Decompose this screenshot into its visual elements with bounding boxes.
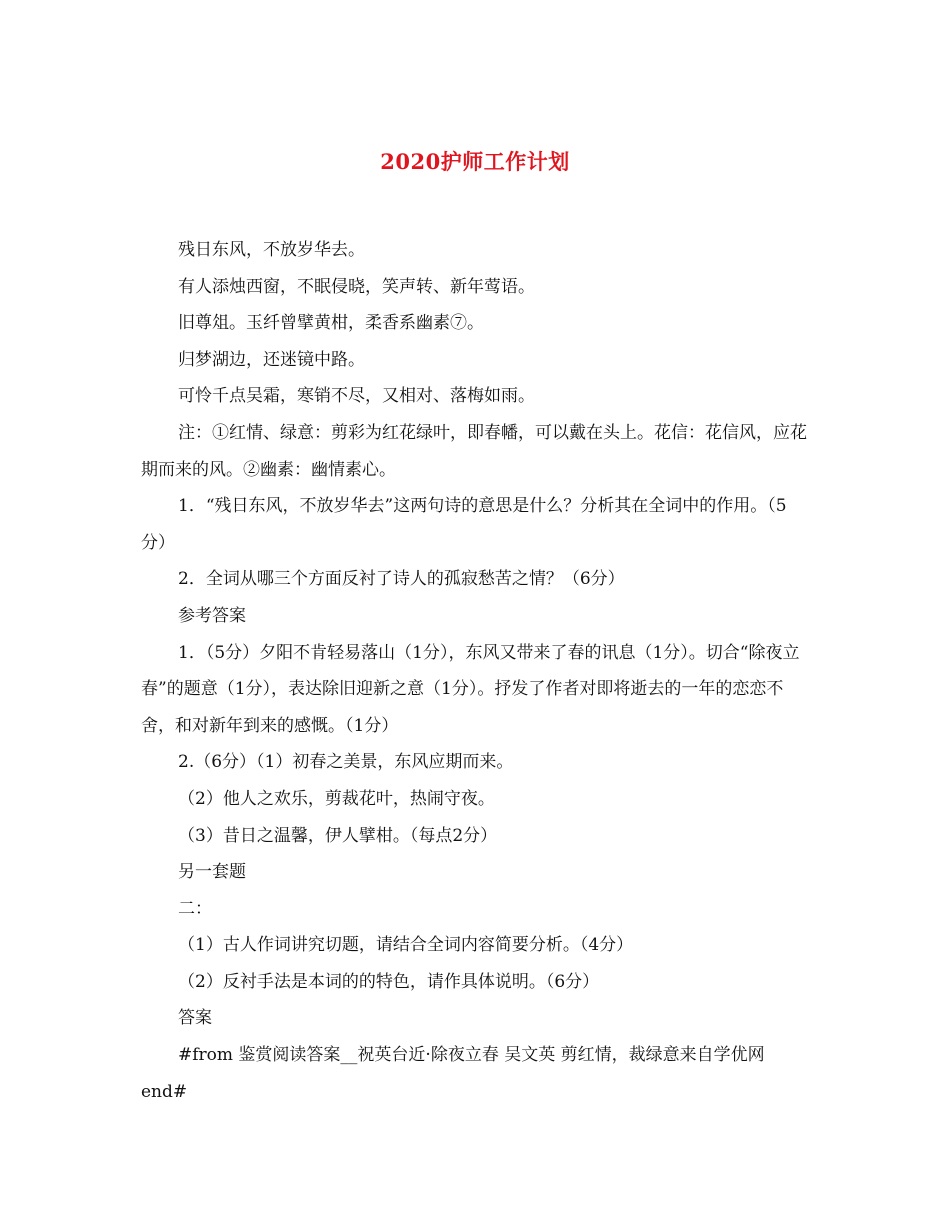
answer-2-point: （2）他人之欢乐，剪裁花叶，热闹守夜。 — [178, 788, 495, 809]
section-heading: 另一套题 — [178, 862, 246, 883]
paragraph: 可怜千点吴霜，寒销不尽，又相对、落梅如雨。 — [178, 386, 535, 407]
answer-2: 2.（6分）（1）初春之美景，东风应期而来。 — [178, 752, 514, 773]
paragraph: 旧尊俎。玉纤曾擘黄柑，柔香系幽素⑦。 — [178, 313, 484, 334]
annotation-note: 注：①红情、绿意：剪彩为红花绿叶，即春幡，可以戴在头上。花信：花信风，应花期而来的风。②幽素：幽情素心。 — [141, 422, 807, 480]
document-title: 2020护师工作计划 — [380, 149, 570, 174]
section-heading: 参考答案 — [178, 605, 246, 626]
document-body — [141, 232, 809, 1110]
question-2: 2．全词从哪三个方面反衬了诗人的孤寂愁苦之情？（6分） — [178, 569, 625, 590]
paragraph: 残日东风，不放岁华去。 — [178, 240, 365, 260]
question: （2）反衬手法是本词的的特色，请作具体说明。（6分） — [178, 971, 600, 992]
source-note: #from 鉴赏阅读答案__祝英台近·除夜立春 吴文英 剪红情，裁绿意来自学优网 end# — [141, 1045, 765, 1102]
section-heading: 答案 — [178, 1008, 212, 1029]
section-heading: 二： — [178, 898, 212, 919]
answer-2-point: （3）昔日之温馨，伊人擘柑。（每点2分） — [178, 825, 498, 846]
paragraph: 有人添烛西窗，不眠侵晓，笑声转、新年莺语。 — [178, 276, 535, 297]
question-1: 1．“残日东风，不放岁华去”这两句诗的意思是什么？分析其在全词中的作用。（5分） — [141, 496, 787, 553]
paragraph: 归梦湖边，还迷镜中路。 — [178, 349, 365, 370]
answer-1: 1．（5分）夕阳不肯轻易落山（1分），东风又带来了春的讯息（1分）。切合“除夜立春”的题意（1分），表达除旧迎新之意（1分）。抒发了作者对即将逝去的一年的恋恋不舍，和对新年到来的感慨。（1分） — [141, 642, 800, 736]
question: （1）古人作词讲究切题，请结合全词内容简要分析。（4分） — [178, 935, 634, 956]
